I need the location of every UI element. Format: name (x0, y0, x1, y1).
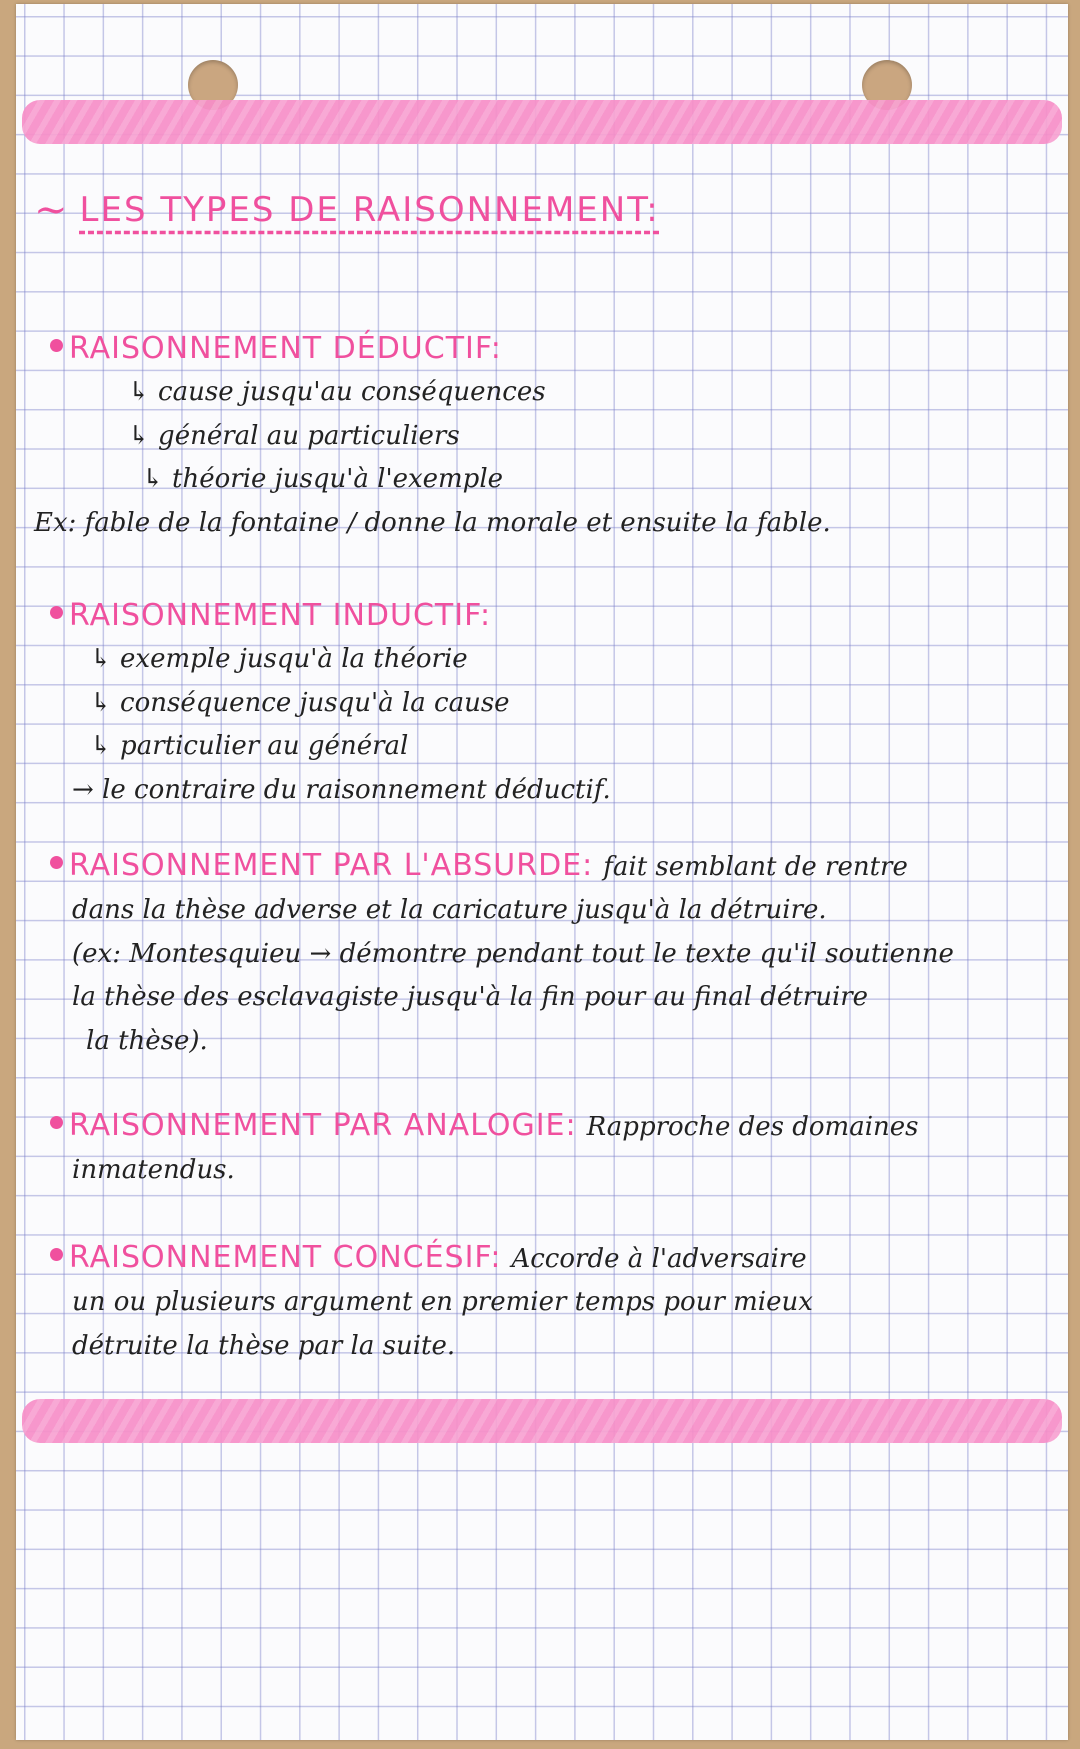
section-heading (50, 1236, 1060, 1281)
heading-text: Accorde à l'adversaire (511, 1244, 807, 1274)
bullet-icon (50, 1116, 63, 1129)
section-inductif (50, 594, 1060, 812)
section-heading (50, 327, 1060, 371)
heading-label: RAISONNEMENT CONCÉSIF: (69, 1240, 502, 1275)
section-concessif (50, 1236, 1060, 1368)
body-line: la thèse des esclavagiste jusqu'à la fin pour au final détruire (72, 982, 869, 1012)
heading-text: fait semblant de rentre (603, 852, 908, 882)
title-row (34, 187, 660, 233)
section-analogie (50, 1104, 1060, 1193)
bullet-icon (50, 1248, 63, 1261)
body-line: la thèse). (86, 1025, 208, 1056)
note-line: → le contraire du raisonnement déductif. (72, 774, 611, 805)
list-item: ↳ cause jusqu'au conséquences (128, 377, 546, 407)
section-deductif (34, 327, 1060, 545)
highlight-band-bottom (22, 1399, 1062, 1443)
heading-label: RAISONNEMENT PAR L'ABSURDE: (69, 848, 594, 883)
list-item: ↳ conséquence jusqu'à la cause (90, 687, 510, 718)
bullet-icon (50, 856, 63, 869)
example-line: Ex: fable de la fontaine / donne la morale et ensuite la fable. (34, 507, 831, 538)
list-item: ↳ particulier au général (90, 731, 409, 761)
section-heading (50, 1104, 1060, 1149)
bullet-icon (50, 339, 63, 352)
notebook-page (16, 4, 1068, 1740)
heading-label: RAISONNEMENT INDUCTIF: (69, 598, 492, 633)
body-line: un ou plusieurs argument en premier temps pour mieux (72, 1287, 813, 1317)
section-absurde (50, 844, 1060, 1063)
body-line: (ex: Montesquieu → démontre pendant tout le texte qu'il soutienne (72, 938, 954, 969)
body-line: inmatendus. (72, 1155, 235, 1185)
highlight-band-top (22, 100, 1062, 144)
page-title: LES TYPES DE RAISONNEMENT: (79, 190, 660, 230)
body-line: dans la thèse adverse et la caricature jusqu'à la détruire. (72, 895, 827, 925)
list-item: ↳ général au particuliers (128, 420, 460, 451)
heading-text: Rapproche des domaines (586, 1112, 919, 1142)
heading-label: RAISONNEMENT PAR ANALOGIE: (69, 1108, 577, 1143)
heading-label: RAISONNEMENT DÉDUCTIF: (69, 331, 502, 366)
list-item: ↳ théorie jusqu'à l'exemple (142, 464, 504, 494)
list-item: ↳ exemple jusqu'à la théorie (90, 644, 468, 674)
section-heading (50, 594, 1060, 638)
section-heading (50, 844, 1060, 889)
body-line: détruite la thèse par la suite. (72, 1330, 456, 1361)
bullet-icon (50, 606, 63, 619)
tilde-icon: ∼ (34, 187, 68, 233)
